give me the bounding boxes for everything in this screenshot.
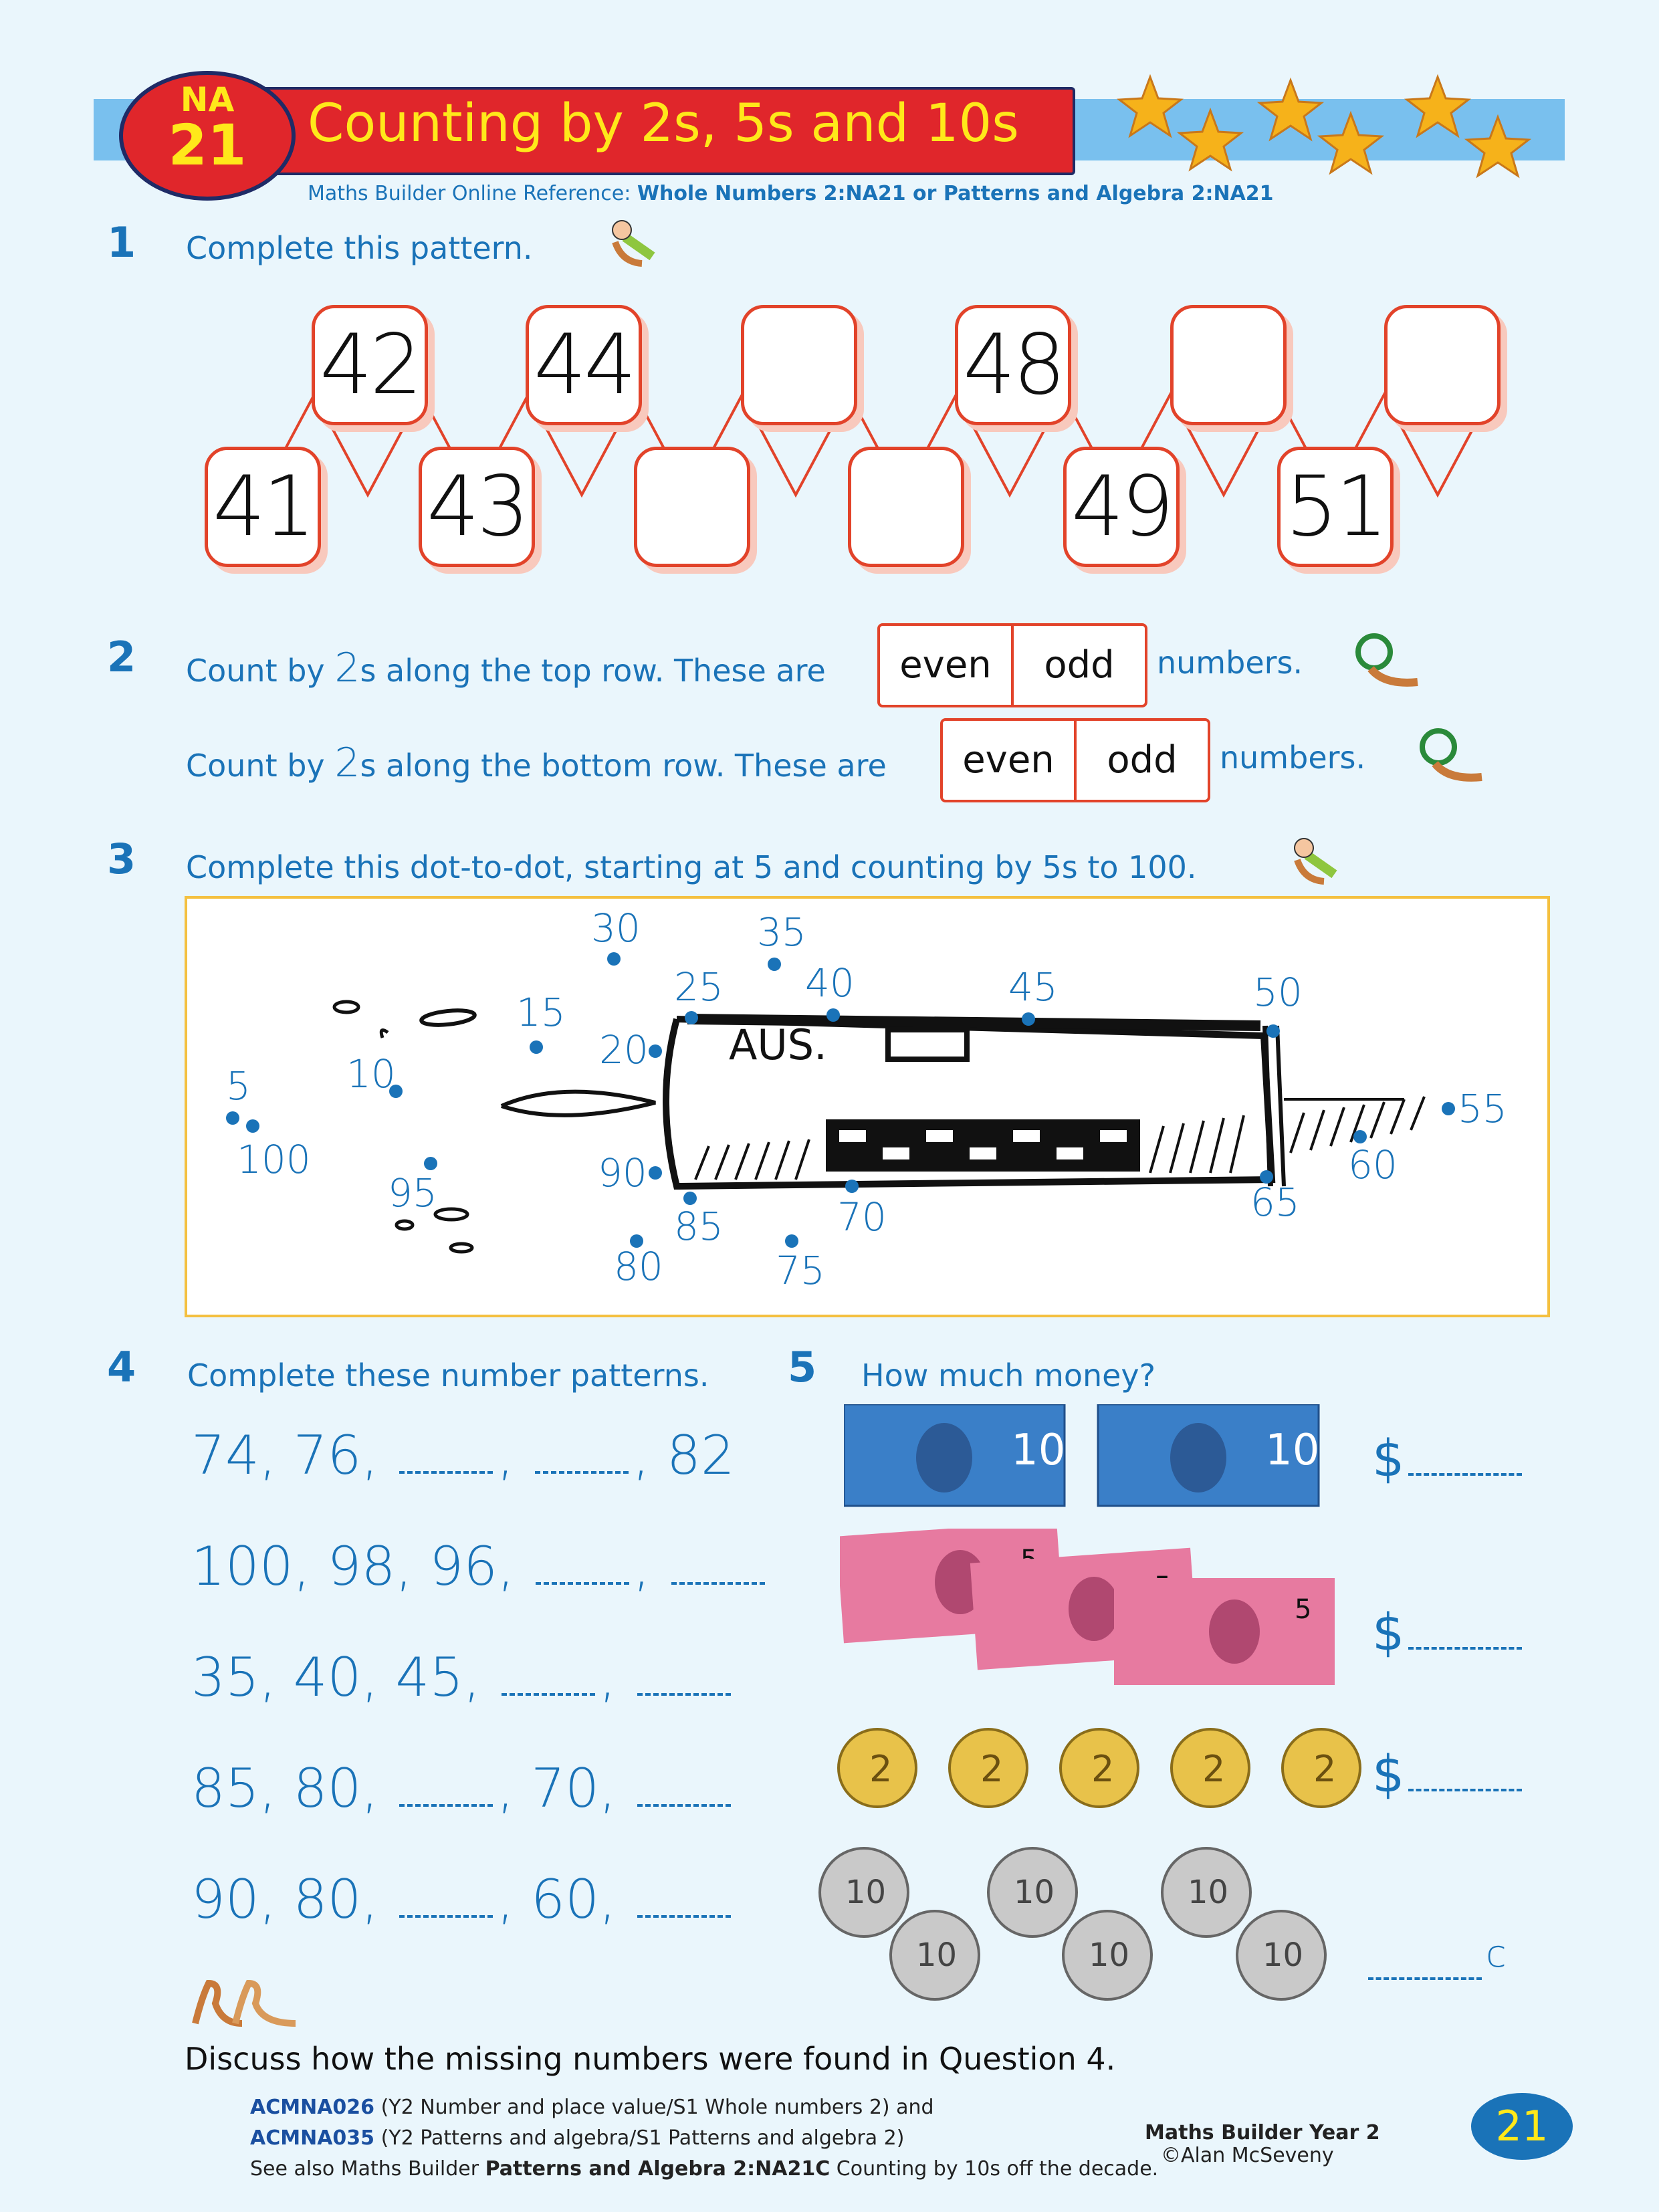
svg-text:2: 2 <box>1313 1748 1337 1790</box>
pattern-box-bottom-3[interactable] <box>634 447 750 567</box>
dot-60 <box>1353 1130 1367 1143</box>
handwritten-two: 2 <box>334 740 360 786</box>
svg-text:10: 10 <box>1014 1874 1055 1911</box>
money-answer-4 <box>1364 1932 1507 1992</box>
dot-25 <box>685 1011 698 1024</box>
numbers-label-2: numbers. <box>1220 740 1366 776</box>
dot-label-90: 90 <box>598 1150 647 1196</box>
worm-pencil-icon <box>1284 833 1344 893</box>
answer-blank[interactable] <box>671 1582 765 1585</box>
pattern-box-bottom-1[interactable] <box>205 447 321 567</box>
handwritten-two: 2 <box>334 645 360 691</box>
svg-text:10: 10 <box>1011 1426 1066 1475</box>
dot-label-10: 10 <box>346 1051 396 1097</box>
curriculum-ref-2 <box>250 2126 904 2150</box>
dot-label-60: 60 <box>1348 1142 1398 1188</box>
svg-text:10: 10 <box>1262 1937 1304 1974</box>
dot-40 <box>826 1008 840 1022</box>
answer-blank[interactable] <box>536 1582 629 1585</box>
dot-95 <box>424 1157 437 1170</box>
svg-text:2: 2 <box>1091 1748 1115 1790</box>
two-dollar-coin-icon <box>950 1729 1027 1807</box>
svg-text:10: 10 <box>1265 1426 1320 1475</box>
pattern-box-top-3[interactable] <box>741 305 857 425</box>
pattern-value: 49 <box>1071 459 1172 555</box>
line-suffix: s along the bottom row. These are <box>360 748 887 784</box>
answer-blank[interactable] <box>399 1804 493 1807</box>
dot-label-40: 40 <box>805 960 855 1006</box>
worm-pencil-icon <box>602 215 662 275</box>
pattern-box-bottom-5[interactable] <box>1063 447 1180 567</box>
pattern-middle: , <box>497 1424 532 1486</box>
badge-number: 21 <box>168 112 247 178</box>
see-also-bold: Patterns and Algebra 2:NA21C <box>485 2157 831 2181</box>
see-also-prefix: See also Maths Builder <box>250 2157 485 2181</box>
two-dollar-coin-icon <box>1283 1729 1360 1807</box>
two-dollar-coins <box>836 1727 1364 1813</box>
dot-label-85: 85 <box>674 1204 724 1249</box>
question-4-number: 4 <box>107 1343 136 1392</box>
dot-label-20: 20 <box>599 1027 649 1073</box>
copyright: ©Alan McSeveny <box>1161 2144 1334 2167</box>
answer-blank[interactable] <box>1408 1647 1522 1650</box>
dot-30 <box>607 952 621 966</box>
pattern-value: 51 <box>1285 459 1386 555</box>
money-answer-1 <box>1372 1428 1526 1488</box>
star-icon <box>1260 80 1321 139</box>
reference-bold: Whole Numbers 2:NA21 or Patterns and Algebra 2:NA21 <box>637 182 1274 205</box>
svg-text:2: 2 <box>1202 1748 1226 1790</box>
answer-blank[interactable] <box>502 1693 595 1696</box>
odd-option[interactable]: odd <box>1044 643 1115 687</box>
pattern-start: 100, 98, 96, <box>191 1535 532 1597</box>
cent-sign: c <box>1486 1932 1507 1976</box>
pattern-box-bottom-6[interactable] <box>1277 447 1394 567</box>
two-dollar-coin-icon <box>1172 1729 1249 1807</box>
answer-blank[interactable] <box>535 1471 629 1474</box>
number-pattern-5 <box>191 1868 735 1930</box>
dot-label-70: 70 <box>837 1194 887 1240</box>
question-1-number: 1 <box>107 218 136 267</box>
ten-cent-coin-icon <box>1162 1848 1250 1937</box>
dot-label-25: 25 <box>674 964 724 1010</box>
submarine-drawing <box>187 899 1547 1315</box>
answer-blank[interactable] <box>399 1915 493 1918</box>
pattern-value: 42 <box>320 317 420 413</box>
dot-label-50: 50 <box>1253 970 1303 1015</box>
dot-15 <box>530 1040 543 1054</box>
star-icon <box>1407 77 1468 136</box>
dot-label-100: 100 <box>237 1137 311 1182</box>
two-dollar-coin-icon <box>839 1729 916 1807</box>
discussion-prompt: Discuss how the missing numbers were found in Question 4. <box>185 2041 1116 2077</box>
dot-label-75: 75 <box>776 1248 825 1293</box>
pattern-box-top-2[interactable] <box>526 305 642 425</box>
question-3-text: Complete this dot-to-dot, starting at 5 and counting by 5s to 100. <box>186 849 1197 885</box>
dot-50 <box>1266 1024 1280 1038</box>
ten-cent-coin-icon <box>1237 1911 1325 1999</box>
ten-cent-coin-icon <box>988 1848 1077 1937</box>
number-pattern-1 <box>191 1424 735 1486</box>
answer-blank[interactable] <box>637 1693 731 1696</box>
dot-to-dot-panel <box>185 896 1550 1317</box>
question-3-number: 3 <box>107 835 136 883</box>
dot-70 <box>845 1180 859 1193</box>
answer-blank[interactable] <box>1408 1789 1522 1791</box>
dot-75 <box>785 1234 798 1248</box>
ten-cent-coin-icon <box>891 1911 979 1999</box>
curriculum-code: ACMNA035 <box>250 2126 375 2150</box>
money-answer-3 <box>1372 1744 1526 1803</box>
curriculum-ref-1 <box>250 2096 934 2119</box>
worm-magnifier-icon <box>1415 724 1488 784</box>
pattern-box-top-5[interactable] <box>1170 305 1287 425</box>
ten-cent-coins <box>817 1846 1365 2006</box>
dot-35 <box>768 958 781 971</box>
answer-blank[interactable] <box>637 1915 731 1918</box>
pattern-box-bottom-2[interactable] <box>419 447 535 567</box>
pattern-box-bottom-4[interactable] <box>848 447 964 567</box>
star-icon <box>1467 117 1529 176</box>
worms-icon <box>182 1970 302 2030</box>
see-also <box>250 2157 1158 2181</box>
star-icon <box>1320 114 1381 173</box>
money-answer-2 <box>1372 1602 1526 1662</box>
dot-90 <box>649 1166 662 1180</box>
number-pattern-3 <box>191 1646 735 1708</box>
pattern-start: 74, 76, <box>191 1424 396 1486</box>
svg-text:10: 10 <box>1089 1937 1130 1974</box>
line-prefix: Count by <box>186 748 335 784</box>
two-dollar-coin-icon <box>1061 1729 1138 1807</box>
odd-option[interactable]: odd <box>1107 738 1178 782</box>
question-1-text: Complete this pattern. <box>186 230 533 266</box>
question-2-number: 2 <box>107 633 136 681</box>
pattern-middle: , 60, <box>497 1868 633 1930</box>
dollar-sign: $ <box>1372 1428 1405 1488</box>
dot-label-55: 55 <box>1458 1086 1507 1131</box>
dot-label-35: 35 <box>757 909 806 955</box>
ten-dollar-note-icon <box>1098 1404 1319 1506</box>
pattern-value: 48 <box>963 317 1063 413</box>
dot-label-15: 15 <box>516 990 566 1035</box>
pattern-middle: , <box>598 1646 633 1708</box>
badge-strand: NA <box>180 80 235 119</box>
pattern-start: 35, 40, 45, <box>191 1646 497 1708</box>
svg-text:2: 2 <box>869 1748 893 1790</box>
dot-label-30: 30 <box>591 905 641 951</box>
pattern-value: 41 <box>213 459 313 555</box>
online-reference <box>308 182 1274 205</box>
page-number: 21 <box>1471 2093 1573 2160</box>
five-dollar-notes <box>840 1529 1348 1696</box>
question-5-text: How much money? <box>861 1357 1156 1394</box>
dot-label-45: 45 <box>1008 964 1058 1010</box>
ten-cent-coin-icon <box>820 1848 908 1937</box>
pattern-middle: , 70, <box>497 1757 633 1819</box>
answer-blank[interactable] <box>1408 1473 1522 1476</box>
even-option[interactable]: even <box>943 721 1077 800</box>
svg-text:5: 5 <box>1295 1594 1312 1625</box>
question-5-number: 5 <box>788 1343 817 1392</box>
curriculum-text: (Y2 Patterns and algebra/S1 Patterns and algebra 2) <box>374 2126 905 2150</box>
pattern-box-top-6[interactable] <box>1384 305 1501 425</box>
star-icon <box>1119 77 1181 136</box>
pattern-box-top-1[interactable] <box>312 305 428 425</box>
dollar-sign: $ <box>1372 1602 1405 1662</box>
pattern-value: 43 <box>427 459 527 555</box>
stars-decoration <box>1110 70 1538 184</box>
ten-dollar-note-icon <box>844 1404 1065 1506</box>
five-dollar-note-icon <box>1114 1578 1335 1685</box>
question-2-line-2 <box>186 740 887 786</box>
even-option[interactable]: even <box>880 626 1014 705</box>
worm-magnifier-icon <box>1351 629 1424 689</box>
star-icon <box>1180 110 1241 169</box>
dot-20 <box>649 1044 662 1058</box>
number-pattern-2 <box>191 1535 769 1597</box>
curriculum-text: (Y2 Number and place value/S1 Whole numbers 2) and <box>374 2096 934 2119</box>
svg-text:2: 2 <box>980 1748 1004 1790</box>
even-odd-choice-top[interactable] <box>877 623 1147 707</box>
answer-blank[interactable] <box>637 1804 731 1807</box>
dot-100 <box>246 1119 259 1133</box>
dollar-sign: $ <box>1372 1744 1405 1803</box>
boat-label: AUS. <box>729 1020 827 1069</box>
dot-label-65: 65 <box>1250 1180 1300 1225</box>
pattern-end: , 82 <box>633 1424 735 1486</box>
dot-label-5: 5 <box>226 1063 251 1109</box>
dot-5 <box>226 1111 239 1125</box>
pattern-middle: , <box>633 1535 667 1597</box>
curriculum-code: ACMNA026 <box>250 2096 375 2119</box>
ten-cent-coin-icon <box>1063 1911 1151 1999</box>
pattern-value: 44 <box>534 317 634 413</box>
dot-55 <box>1442 1102 1455 1115</box>
svg-text:10: 10 <box>916 1937 958 1974</box>
svg-text:10: 10 <box>1188 1874 1229 1911</box>
dot-45 <box>1022 1012 1035 1026</box>
question-2-line-1 <box>186 645 826 691</box>
dot-85 <box>683 1192 697 1205</box>
question-4-text: Complete these number patterns. <box>187 1357 709 1394</box>
dot-label-95: 95 <box>388 1170 437 1216</box>
book-title: Maths Builder Year 2 <box>1145 2121 1380 2144</box>
pattern-start: 85, 80, <box>191 1757 396 1819</box>
number-pattern-4 <box>191 1757 735 1819</box>
even-odd-choice-bottom[interactable] <box>940 718 1210 802</box>
line-suffix: s along the top row. These are <box>360 653 826 689</box>
answer-blank[interactable] <box>1368 1977 1482 1980</box>
pattern-start: 90, 80, <box>191 1868 396 1930</box>
answer-blank[interactable] <box>399 1471 493 1474</box>
pattern-box-top-4[interactable] <box>955 305 1071 425</box>
dot-label-80: 80 <box>614 1244 663 1289</box>
see-also-suffix: Counting by 10s off the decade. <box>830 2157 1159 2181</box>
numbers-label-1: numbers. <box>1157 645 1303 681</box>
svg-text:10: 10 <box>845 1874 887 1911</box>
reference-prefix: Maths Builder Online Reference: <box>308 182 637 205</box>
page-title: Counting by 2s, 5s and 10s <box>308 94 1019 154</box>
line-prefix: Count by <box>186 653 335 689</box>
ten-dollar-notes <box>844 1404 1379 1511</box>
